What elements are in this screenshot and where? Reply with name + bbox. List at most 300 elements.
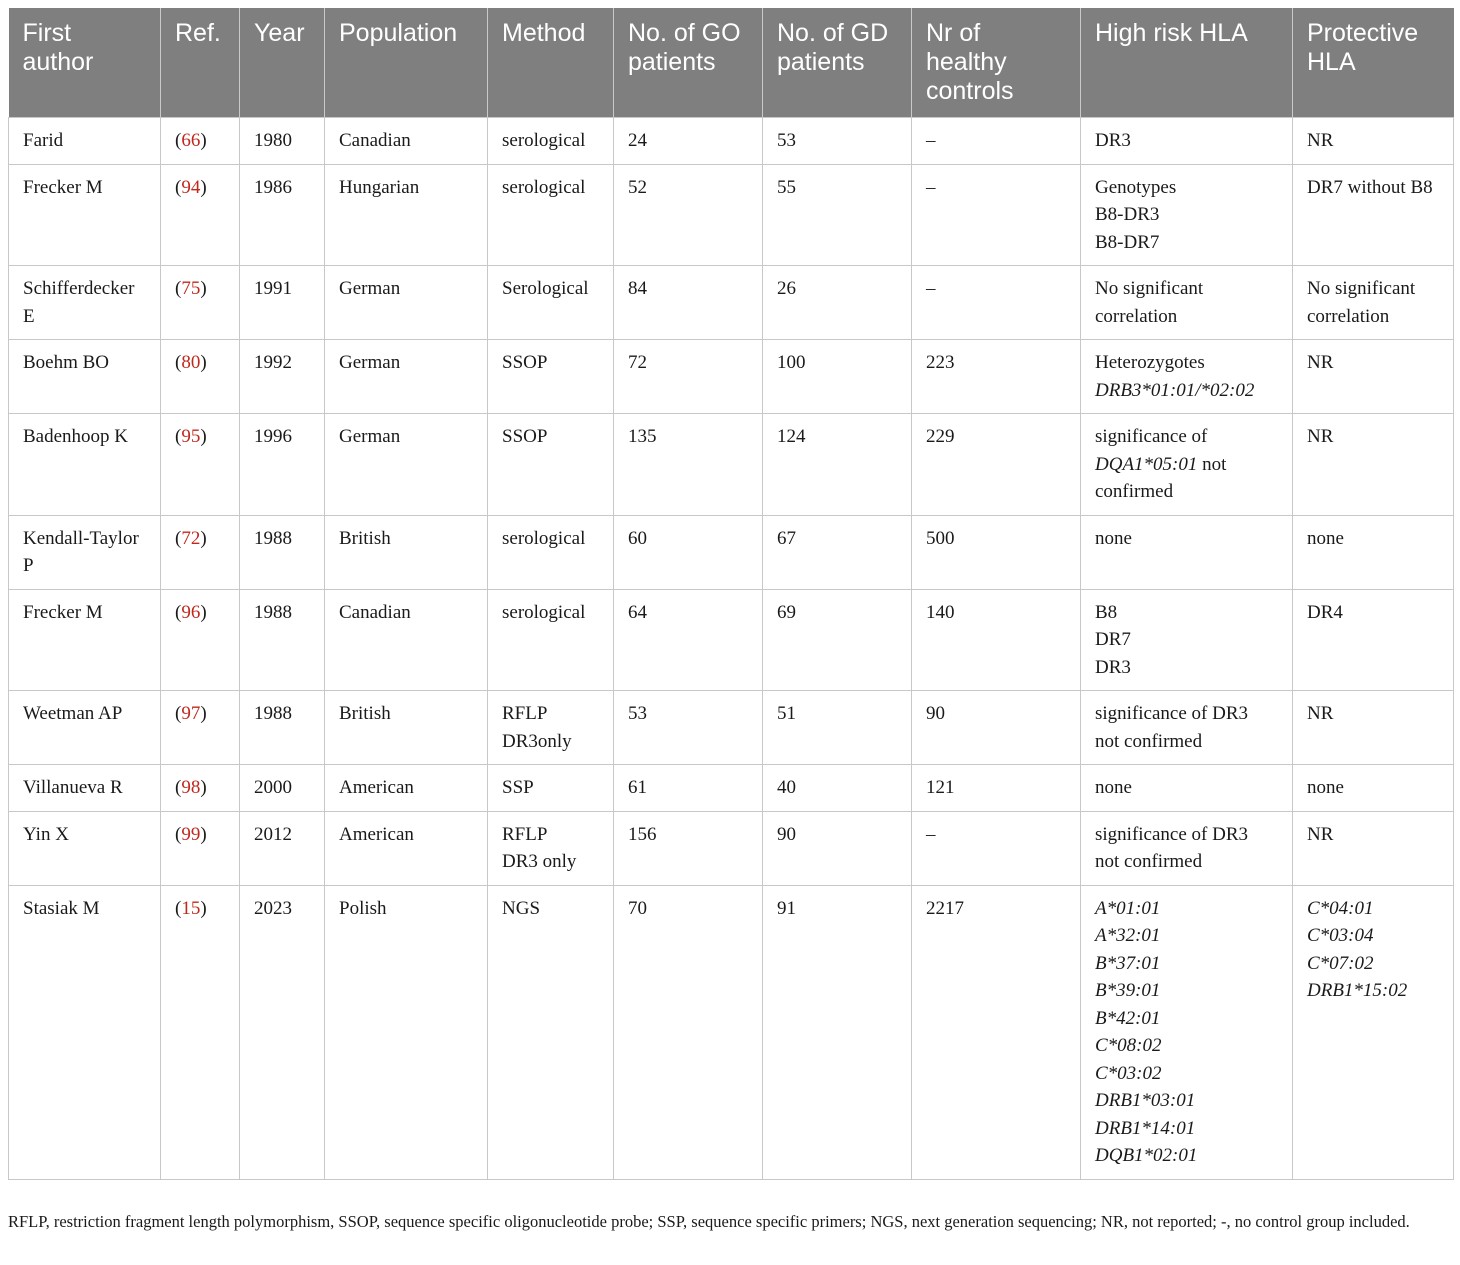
- cell-author: [9, 885, 161, 1179]
- cell-author: [9, 266, 161, 340]
- hla-entry: [1095, 349, 1278, 377]
- cell-protective-hla: [1293, 266, 1454, 340]
- cell-population: [325, 164, 488, 266]
- cell-year-text: 1996: [254, 426, 292, 447]
- cell-gd-patients-text: 51: [777, 703, 796, 724]
- header-population: Population: [325, 8, 488, 118]
- cell-population: [325, 118, 488, 165]
- cell-gd-patients: [763, 691, 912, 765]
- method-line: serological: [502, 130, 586, 151]
- cell-method: [488, 515, 614, 589]
- method-line: serological: [502, 176, 586, 198]
- hla-entry-text: DRB1*14:01: [1095, 1117, 1196, 1139]
- cell-healthy-controls: [912, 414, 1081, 516]
- cell-go-patients: [614, 118, 763, 165]
- hla-entry: [1095, 1032, 1278, 1060]
- cell-protective-hla: [1293, 340, 1454, 414]
- method-line: serological: [502, 527, 586, 549]
- hla-entry: [1095, 451, 1278, 479]
- hla-entry: [1095, 848, 1278, 876]
- cell-go-patients: [614, 266, 763, 340]
- cell-go-patients: [614, 164, 763, 266]
- cell-healthy-controls-text: –: [926, 823, 936, 845]
- hla-entry: [1307, 895, 1439, 923]
- header-row: [9, 8, 1454, 118]
- cell-year-text: 1980: [254, 130, 292, 151]
- cell-healthy-controls: [912, 266, 1081, 340]
- cell-gd-patients: [763, 340, 912, 414]
- cell-year-text: 1991: [254, 278, 292, 299]
- cell-high-risk-hla: [1081, 515, 1293, 589]
- hla-entry: [1095, 174, 1278, 202]
- hla-entry-text: B8-DR7: [1095, 231, 1160, 253]
- cell-healthy-controls: [912, 811, 1081, 885]
- cell-year: [240, 118, 325, 165]
- cell-go-patients-text: 70: [628, 897, 647, 919]
- table-row: [9, 414, 1454, 516]
- table-row: [9, 589, 1454, 691]
- cell-healthy-controls: [912, 340, 1081, 414]
- cell-year: [240, 765, 325, 812]
- hla-entry-text: NR: [1307, 130, 1334, 151]
- cell-gd-patients: [763, 266, 912, 340]
- method-line: Serological: [502, 278, 589, 299]
- cell-healthy-controls-text: 90: [926, 703, 945, 724]
- hla-entry: [1095, 1005, 1278, 1033]
- cell-author-text: Frecker M: [23, 176, 103, 198]
- cell-population-text: German: [339, 278, 401, 299]
- cell-high-risk-hla: [1081, 164, 1293, 266]
- cell-population: [325, 589, 488, 691]
- method-line: RFLP: [502, 703, 548, 724]
- cell-author-text: Villanueva R: [23, 777, 123, 798]
- cell-method: [488, 266, 614, 340]
- cell-gd-patients: [763, 811, 912, 885]
- cell-high-risk-hla: [1081, 691, 1293, 765]
- cell-high-risk-hla: [1081, 811, 1293, 885]
- hla-entry-text: NR: [1307, 426, 1334, 447]
- cell-high-risk-hla: [1081, 885, 1293, 1179]
- hla-entry-text: C*07:02: [1307, 952, 1374, 974]
- cell-healthy-controls: [912, 515, 1081, 589]
- hla-entry-text: NR: [1307, 703, 1334, 724]
- table-row: [9, 164, 1454, 266]
- hla-entry-text: DR3: [1095, 656, 1131, 678]
- cell-healthy-controls-text: –: [926, 278, 936, 299]
- cell-gd-patients-text: 26: [777, 278, 796, 299]
- hla-entry: [1307, 977, 1439, 1005]
- hla-entry-text: not confirmed: [1095, 851, 1203, 872]
- hla-entry: [1095, 377, 1278, 405]
- hla-entry-text: B*39:01: [1095, 980, 1161, 1001]
- cell-population-text: British: [339, 527, 391, 549]
- cell-method: [488, 811, 614, 885]
- cell-method: [488, 340, 614, 414]
- cell-go-patients: [614, 811, 763, 885]
- cell-author: [9, 340, 161, 414]
- cell-population-text: Canadian: [339, 601, 411, 623]
- cell-go-patients-text: 60: [628, 527, 647, 549]
- cell-author: [9, 765, 161, 812]
- hla-entry-text: DR7: [1095, 629, 1131, 650]
- cell-ref: (95): [161, 414, 240, 516]
- table-row: [9, 765, 1454, 812]
- cell-protective-hla: [1293, 885, 1454, 1179]
- cell-method: [488, 164, 614, 266]
- hla-entry: [1307, 824, 1333, 845]
- hla-entry: [1095, 728, 1278, 756]
- table-container: [8, 8, 1453, 1180]
- hla-entry-text: DR3: [1095, 130, 1131, 151]
- cell-year-text: 2000: [254, 777, 292, 798]
- ref-link[interactable]: 95: [181, 426, 201, 447]
- cell-high-risk-hla: [1081, 118, 1293, 165]
- hla-entry: [1307, 602, 1343, 623]
- hla-entry: [1095, 922, 1278, 950]
- cell-go-patients-text: 64: [628, 601, 647, 623]
- ref-link[interactable]: 66: [181, 130, 201, 151]
- cell-year: [240, 515, 325, 589]
- hla-entry-text: No significant correlation: [1095, 278, 1204, 327]
- cell-go-patients-text: 24: [628, 130, 647, 151]
- hla-entry: [1095, 777, 1132, 798]
- header-healthy-controls: Nr of healthy controls: [912, 8, 1081, 118]
- hla-entry: [1095, 1142, 1278, 1170]
- cell-go-patients-text: 135: [628, 426, 657, 447]
- hla-entry-text: B*37:01: [1095, 952, 1161, 974]
- cell-population: [325, 340, 488, 414]
- cell-go-patients: [614, 589, 763, 691]
- cell-year-text: 2012: [254, 823, 292, 845]
- cell-gd-patients-text: 90: [777, 823, 796, 845]
- method-line: DR3 only: [502, 851, 577, 872]
- cell-healthy-controls: [912, 164, 1081, 266]
- header-protective-hla: Protective HLA: [1293, 8, 1454, 118]
- cell-author: [9, 691, 161, 765]
- cell-high-risk-hla: [1081, 589, 1293, 691]
- hla-association-table: [8, 8, 1454, 1180]
- ref-link[interactable]: 98: [181, 777, 201, 798]
- hla-entry: [1307, 528, 1344, 549]
- hla-entry-text: none: [1095, 777, 1132, 798]
- cell-year: [240, 340, 325, 414]
- hla-entry: [1095, 423, 1278, 451]
- hla-entry: [1095, 1060, 1278, 1088]
- hla-entry-text: not confirmed: [1095, 730, 1203, 752]
- cell-author: [9, 414, 161, 516]
- cell-go-patients-text: 53: [628, 703, 647, 724]
- hla-entry: [1095, 130, 1131, 151]
- cell-go-patients: [614, 885, 763, 1179]
- cell-population: [325, 811, 488, 885]
- hla-entry-text: B*42:01: [1095, 1007, 1161, 1029]
- cell-gd-patients-text: 53: [777, 130, 796, 151]
- cell-author-text: Yin X: [23, 823, 69, 845]
- cell-author: [9, 118, 161, 165]
- table-row: [9, 811, 1454, 885]
- cell-ref: (72): [161, 515, 240, 589]
- hla-entry-text: DRB3*01:01/*02:02: [1095, 379, 1255, 401]
- cell-healthy-controls-text: 140: [926, 601, 955, 623]
- cell-population-text: American: [339, 777, 414, 798]
- cell-author: [9, 164, 161, 266]
- cell-gd-patients: [763, 118, 912, 165]
- cell-gd-patients: [763, 515, 912, 589]
- cell-author: [9, 811, 161, 885]
- cell-population: [325, 515, 488, 589]
- cell-go-patients-text: 84: [628, 278, 647, 299]
- cell-go-patients-text: 61: [628, 777, 647, 798]
- cell-population: [325, 414, 488, 516]
- hla-entry: [1307, 426, 1333, 447]
- ref-link[interactable]: 97: [181, 703, 201, 724]
- cell-year-text: 1986: [254, 176, 292, 198]
- cell-population: [325, 885, 488, 1179]
- cell-go-patients-text: 72: [628, 352, 647, 373]
- header-go-patients: No. of GO patients: [614, 8, 763, 118]
- cell-go-patients: [614, 691, 763, 765]
- hla-entry-text: DQA1*05:01: [1095, 453, 1198, 475]
- method-line: NGS: [502, 897, 541, 919]
- cell-gd-patients-text: 91: [777, 897, 796, 919]
- cell-method: [488, 118, 614, 165]
- ref-link[interactable]: 80: [181, 352, 201, 373]
- hla-entry-text: B8-DR3: [1095, 204, 1160, 225]
- header-ref: Ref.: [161, 8, 240, 118]
- cell-year: [240, 164, 325, 266]
- cell-population: [325, 266, 488, 340]
- header-gd-patients: No. of GD patients: [763, 8, 912, 118]
- table-row: [9, 885, 1454, 1179]
- cell-author-text: Schifferdecker E: [23, 278, 135, 327]
- hla-entry-text: significance of DR3: [1095, 823, 1249, 845]
- cell-protective-hla: [1293, 765, 1454, 812]
- hla-entry-text: NR: [1307, 823, 1334, 845]
- cell-go-patients: [614, 414, 763, 516]
- hla-entry-text: A*01:01: [1095, 897, 1161, 919]
- cell-gd-patients-text: 55: [777, 176, 796, 198]
- hla-entry-text: DRB1*15:02: [1307, 980, 1408, 1001]
- cell-ref: (15): [161, 885, 240, 1179]
- hla-entry-text: DR7 without B8: [1307, 176, 1433, 198]
- hla-entry-text: confirmed: [1095, 481, 1174, 502]
- cell-year-text: 1988: [254, 527, 292, 549]
- hla-entry: [1095, 700, 1278, 728]
- cell-author-text: Frecker M: [23, 601, 103, 623]
- table-row: [9, 266, 1454, 340]
- cell-population: [325, 765, 488, 812]
- cell-author-text: Stasiak M: [23, 897, 100, 919]
- hla-entry: [1095, 229, 1278, 257]
- cell-year-text: 2023: [254, 897, 292, 919]
- cell-ref: (66): [161, 118, 240, 165]
- cell-healthy-controls: [912, 885, 1081, 1179]
- cell-year: [240, 811, 325, 885]
- cell-high-risk-hla: [1081, 765, 1293, 812]
- cell-ref: (96): [161, 589, 240, 691]
- cell-population: [325, 691, 488, 765]
- cell-gd-patients: [763, 164, 912, 266]
- hla-entry: [1307, 130, 1333, 151]
- cell-go-patients-text: 156: [628, 823, 657, 845]
- hla-entry: [1095, 977, 1278, 1005]
- method-line: serological: [502, 601, 586, 623]
- table-row: [9, 515, 1454, 589]
- cell-gd-patients: [763, 414, 912, 516]
- method-line: SSOP: [502, 352, 548, 373]
- cell-high-risk-hla: [1081, 414, 1293, 516]
- hla-entry: [1307, 278, 1415, 327]
- hla-entry-text: significance of DR3: [1095, 703, 1249, 724]
- cell-go-patients: [614, 515, 763, 589]
- cell-protective-hla: [1293, 515, 1454, 589]
- cell-year-text: 1988: [254, 601, 292, 623]
- cell-go-patients: [614, 765, 763, 812]
- hla-entry: [1307, 777, 1344, 798]
- method-line: SSOP: [502, 426, 548, 447]
- cell-healthy-controls-text: 2217: [926, 897, 964, 919]
- cell-ref: (99): [161, 811, 240, 885]
- cell-gd-patients: [763, 589, 912, 691]
- cell-population-text: American: [339, 823, 414, 845]
- ref-link[interactable]: 96: [181, 601, 201, 623]
- cell-year: [240, 414, 325, 516]
- ref-link[interactable]: 15: [181, 897, 201, 919]
- cell-go-patients-text: 52: [628, 176, 647, 198]
- cell-high-risk-hla: [1081, 266, 1293, 340]
- ref-link[interactable]: 75: [181, 278, 201, 299]
- hla-entry-text: A*32:01: [1095, 925, 1161, 946]
- cell-go-patients: [614, 340, 763, 414]
- cell-year: [240, 266, 325, 340]
- cell-method: [488, 589, 614, 691]
- hla-entry: [1095, 201, 1278, 229]
- cell-healthy-controls-text: –: [926, 176, 936, 198]
- cell-protective-hla: [1293, 118, 1454, 165]
- table-row: [9, 118, 1454, 165]
- table-body: [9, 118, 1454, 1180]
- hla-entry: [1095, 950, 1278, 978]
- header-first-author: First author: [9, 8, 161, 118]
- hla-entry-text: Heterozygotes: [1095, 352, 1205, 373]
- hla-entry: [1095, 278, 1203, 327]
- cell-healthy-controls-text: 223: [926, 352, 955, 373]
- cell-healthy-controls: [912, 118, 1081, 165]
- cell-population-text: German: [339, 426, 401, 447]
- hla-entry: [1307, 703, 1333, 724]
- cell-protective-hla: [1293, 811, 1454, 885]
- cell-author-text: Kendall-Taylor P: [23, 527, 139, 576]
- hla-entry: [1095, 1087, 1278, 1115]
- cell-author-text: Farid: [23, 130, 64, 151]
- cell-author-text: Badenhoop K: [23, 426, 129, 447]
- cell-healthy-controls-text: 121: [926, 777, 955, 798]
- hla-entry: [1095, 821, 1278, 849]
- cell-protective-hla: [1293, 691, 1454, 765]
- cell-ref: (97): [161, 691, 240, 765]
- cell-gd-patients: [763, 885, 912, 1179]
- cell-author-text: Weetman AP: [23, 703, 123, 724]
- cell-healthy-controls: [912, 765, 1081, 812]
- cell-protective-hla: [1293, 414, 1454, 516]
- cell-population-text: Canadian: [339, 130, 411, 151]
- hla-entry-text: DRB1*03:01: [1095, 1090, 1196, 1111]
- hla-entry: [1095, 1115, 1278, 1143]
- cell-healthy-controls-text: 229: [926, 426, 955, 447]
- cell-ref: (98): [161, 765, 240, 812]
- cell-high-risk-hla: [1081, 340, 1293, 414]
- header-high-risk-hla: High risk HLA: [1081, 8, 1293, 118]
- cell-year: [240, 691, 325, 765]
- hla-entry: [1307, 950, 1439, 978]
- cell-ref: (80): [161, 340, 240, 414]
- hla-entry-text: C*03:02: [1095, 1062, 1162, 1084]
- hla-entry-text: none: [1095, 527, 1132, 549]
- header-method: Method: [488, 8, 614, 118]
- hla-entry-text: none: [1307, 527, 1344, 549]
- hla-entry: [1307, 922, 1439, 950]
- hla-entry-text: none: [1307, 777, 1344, 798]
- cell-method: [488, 691, 614, 765]
- cell-healthy-controls: [912, 691, 1081, 765]
- cell-year-text: 1988: [254, 703, 292, 724]
- cell-healthy-controls: [912, 589, 1081, 691]
- cell-population-text: German: [339, 352, 401, 373]
- cell-population-text: British: [339, 703, 391, 724]
- method-line: DR3only: [502, 730, 572, 752]
- hla-entry-text: Genotypes: [1095, 176, 1177, 198]
- hla-entry: [1307, 177, 1433, 198]
- cell-gd-patients-text: 40: [777, 777, 796, 798]
- cell-ref: (75): [161, 266, 240, 340]
- ref-link[interactable]: 99: [181, 823, 201, 845]
- cell-population-text: Hungarian: [339, 176, 420, 198]
- cell-method: [488, 765, 614, 812]
- hla-entry-text: DQB1*02:01: [1095, 1145, 1198, 1166]
- table-row: [9, 691, 1454, 765]
- hla-entry-text: C*03:04: [1307, 925, 1374, 946]
- method-line: SSP: [502, 777, 534, 798]
- cell-protective-hla: [1293, 589, 1454, 691]
- hla-entry-text: NR: [1307, 352, 1334, 373]
- cell-population-text: Polish: [339, 897, 387, 919]
- hla-entry-suffix: not: [1197, 453, 1227, 475]
- cell-healthy-controls-text: 500: [926, 527, 955, 549]
- cell-gd-patients-text: 100: [777, 352, 806, 373]
- cell-author: [9, 589, 161, 691]
- ref-link[interactable]: 72: [181, 527, 201, 549]
- cell-method: [488, 885, 614, 1179]
- hla-entry: [1095, 895, 1278, 923]
- cell-year: [240, 885, 325, 1179]
- table-row: [9, 340, 1454, 414]
- hla-entry-text: No significant correlation: [1307, 278, 1416, 327]
- cell-gd-patients-text: 124: [777, 426, 806, 447]
- hla-entry: [1095, 528, 1132, 549]
- hla-entry-text: significance of: [1095, 426, 1208, 447]
- cell-gd-patients-text: 69: [777, 601, 796, 623]
- cell-year-text: 1992: [254, 352, 292, 373]
- cell-gd-patients-text: 67: [777, 527, 796, 549]
- hla-entry-text: B8: [1095, 601, 1118, 623]
- cell-year: [240, 589, 325, 691]
- cell-method: [488, 414, 614, 516]
- cell-ref: (94): [161, 164, 240, 266]
- header-year: Year: [240, 8, 325, 118]
- cell-protective-hla: [1293, 164, 1454, 266]
- hla-entry-text: C*08:02: [1095, 1035, 1162, 1056]
- ref-link[interactable]: 94: [181, 176, 201, 198]
